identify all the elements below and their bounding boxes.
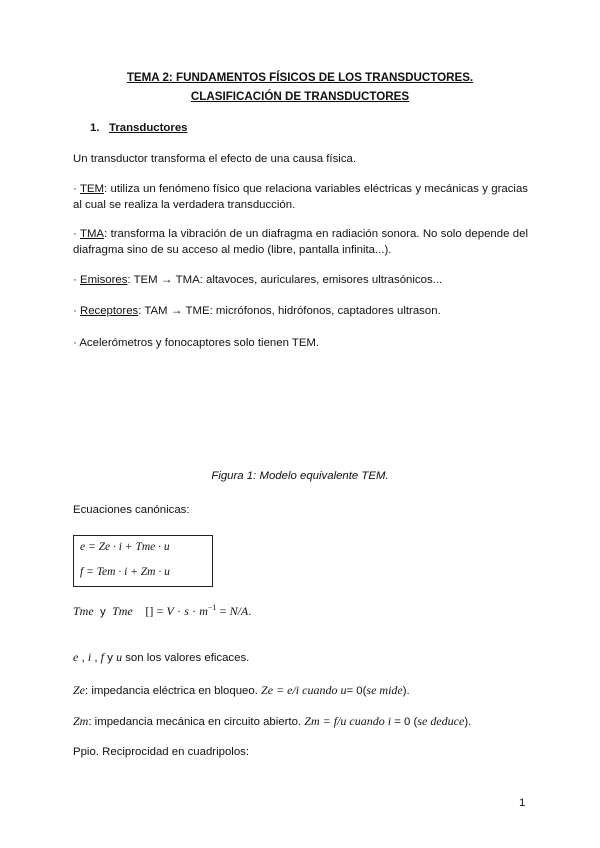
eficaces-text: son los valores eficaces. [125,652,250,664]
zm-text: : impedancia mecánica en circuito abierto. [88,716,302,728]
paren: ). [464,716,472,728]
emisores-term: Emisores [79,274,128,286]
equals-sign: = [156,603,164,618]
u-symbol: u [116,650,123,664]
ze-formula: Ze = e/i cuando u [261,683,347,697]
receptores-term: Receptores [79,305,139,317]
dot-symbol: · [192,603,197,618]
bullet: · [73,274,77,286]
section-title: Transductores [109,122,188,134]
tem-text: : utiliza un fenómeno físico que relaciona variables eléctricas y mecánicas y gracias al cual se realiza la verdadera transducción. [73,183,528,211]
exponent: −1 [207,603,217,612]
zm-symbol: Zm [73,714,89,728]
eficaces-paragraph: e , i , f y u son los valores eficaces. [73,650,250,664]
intro-paragraph: Un transductor transforma el efecto de una causa física. [73,153,357,165]
f-symbol: f [100,650,105,664]
dot-symbol: · [177,603,182,618]
zm-note: se deduce [417,714,465,728]
ppio-paragraph: Ppio. Reciprocidad en cuadripolos: [73,746,250,758]
receptores-paragraph [73,302,528,319]
newton-per-ampere: N/A [229,603,249,618]
equals-sign: = [219,603,227,618]
ecuaciones-label: Ecuaciones canónicas: [73,504,190,516]
zm-paragraph [73,713,528,730]
emisores-paragraph [73,271,528,288]
equation-2: f = Tem · i + Zm · u [80,566,170,578]
ze-symbol: Ze [73,683,85,697]
ze-text: : impedancia eléctrica en bloqueo. [85,685,258,697]
right-arrow-icon: → [160,272,173,286]
ze-eq0: = 0 [346,685,363,697]
title-line-2: CLASIFICACIÓN DE TRANSDUCTORES [190,90,410,103]
paren: ( [362,685,367,697]
section-heading [90,122,188,134]
equations-box [73,535,213,587]
tem-term: TEM [79,183,104,195]
bullet: · [73,305,77,317]
coef-paragraph [73,600,528,620]
bullet: · [73,228,77,240]
unit-box: [] [145,603,154,618]
ze-note: se mide [366,683,403,697]
zm-formula: Zm = f/u cuando i [304,714,392,728]
emisores-pre: : TEM [127,274,158,286]
paren: ( [410,716,418,728]
tme-symbol-2: Tme [112,603,133,618]
tma-paragraph [73,226,528,258]
e-symbol: e [73,650,79,664]
figure-caption: Figura 1: Modelo equivalente TEM. [211,470,389,482]
title-line-1: TEMA 2: FUNDAMENTOS FÍSICOS DE LOS TRANSDUCTORES. [126,71,474,84]
ze-paragraph [73,682,528,699]
right-arrow-icon: → [170,303,183,317]
i-symbol: i [87,650,92,664]
receptores-post: TME: micrófonos, hidrófonos, captadores ultrason. [185,305,441,317]
volt-symbol: V [166,603,174,618]
tma-text: : transforma la vibración de un diafragma en radiación sonora. No solo depende del diafragma sino de su acceso al medio (libre, pantalla infinita...). [73,228,528,256]
emisores-post: TMA: altavoces, auriculares, emisores ultrasónicos... [175,274,443,286]
receptores-pre: : TAM [138,305,168,317]
acelerometros-paragraph: · Acelerómetros y fonocaptores solo tienen TEM. [73,337,320,349]
tem-paragraph [73,181,528,213]
zm-eq0: = 0 [391,716,411,728]
tma-term: TMA [79,228,105,240]
equation-1: e = Ze · i + Tme · u [80,541,170,553]
second-symbol: s [184,603,189,618]
meter-symbol: m [199,603,208,618]
section-number: 1. [90,122,100,134]
tme-symbol: Tme [73,603,94,618]
y-word: y [100,605,106,618]
period: . [248,605,252,618]
paren: ). [402,685,410,697]
page-number: 1 [519,797,526,809]
y-word: y [107,652,113,664]
bullet: · [73,183,77,195]
